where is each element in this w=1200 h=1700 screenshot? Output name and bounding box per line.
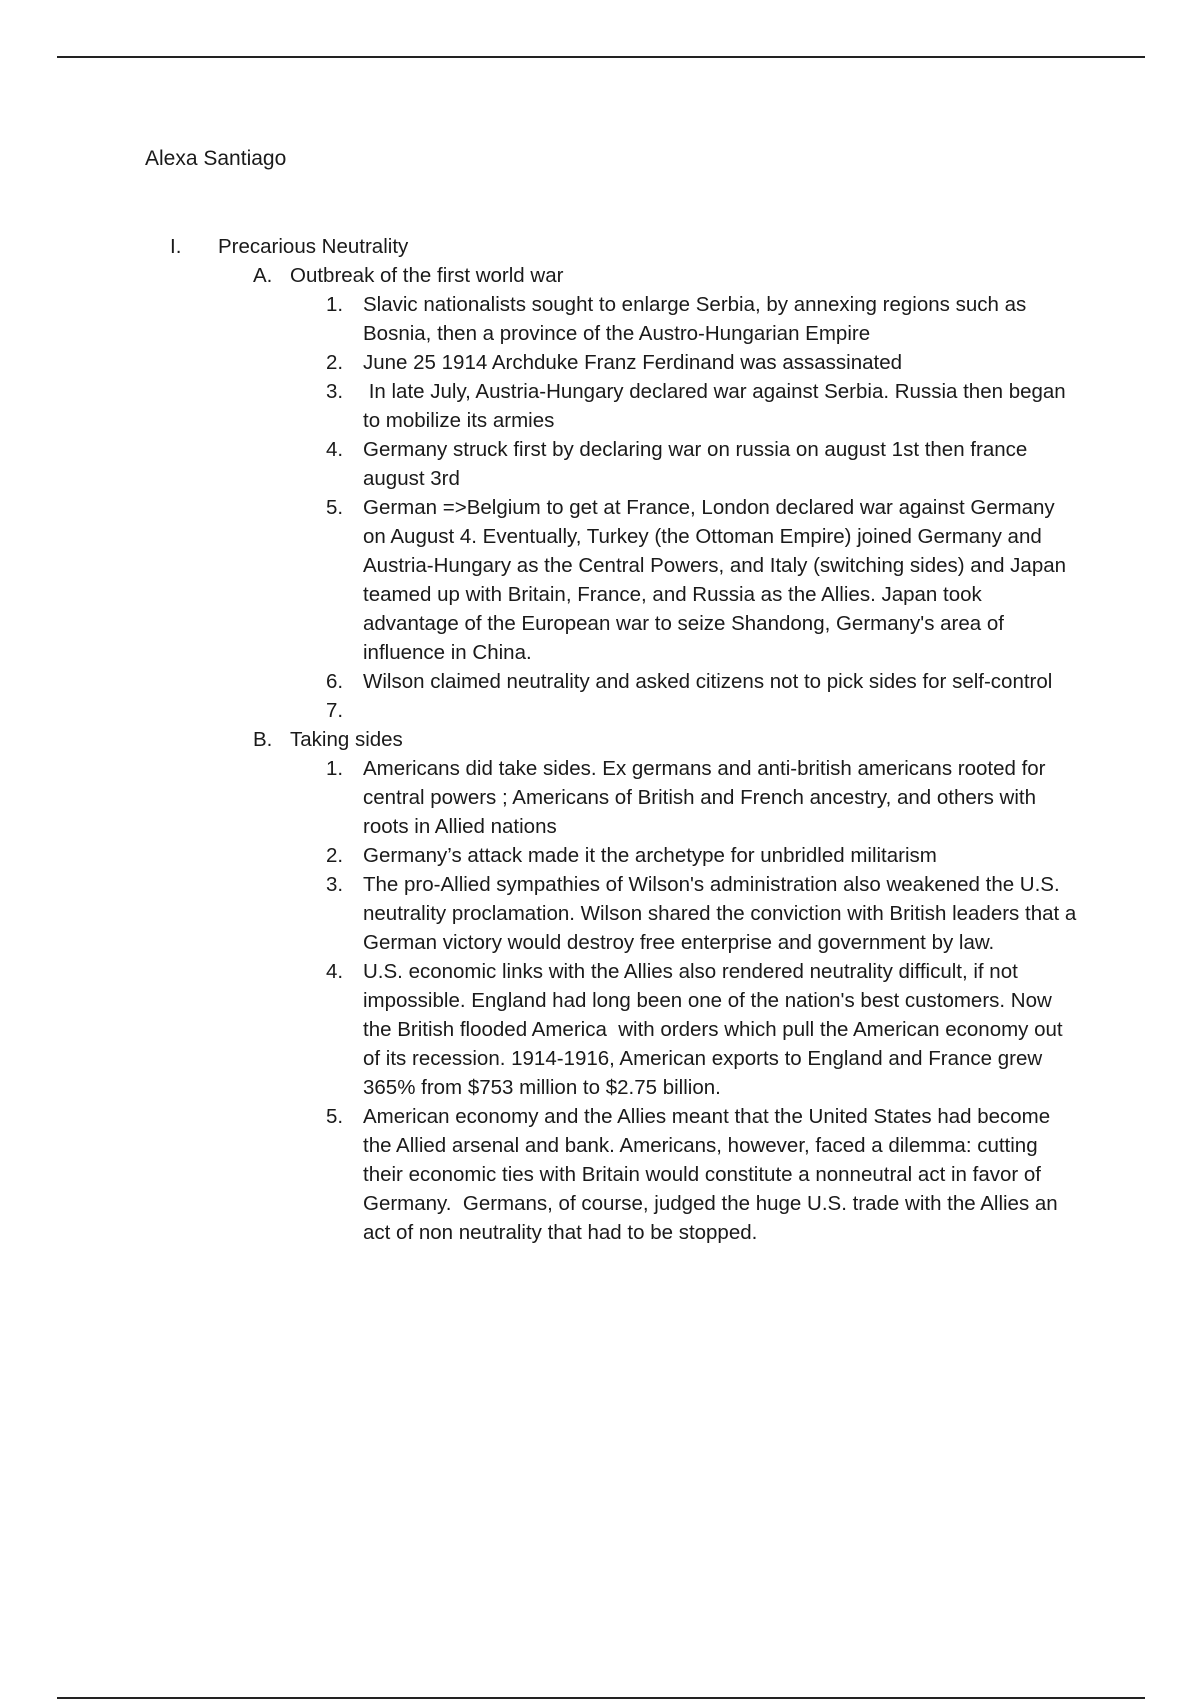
item-number: 4.	[326, 438, 344, 461]
subsection-heading-b	[0, 725, 1200, 754]
item-text: Germany struck first by declaring war on russia on august 1st then france august 3rd	[363, 438, 1033, 490]
item-text	[363, 696, 1083, 725]
item-number: 7.	[326, 699, 344, 722]
section-heading	[0, 232, 1200, 261]
item-number: 3.	[326, 873, 344, 896]
list-item	[0, 377, 1083, 435]
subsection-title: Outbreak of the first world war	[290, 264, 564, 287]
list-item	[0, 493, 1083, 667]
list-item	[0, 667, 1083, 696]
list-item	[0, 841, 1083, 870]
item-text: German =>Belgium to get at France, London declared war against Germany on August 4. Eventually, Turkey (the Ottoman Empire) joined Germany and Austria-Hungary as the Central Powers, and Italy (switching sides) and Japan teamed up with Britain, France, and Russia as the Allies. Japan took advantage of the European war to seize Shandong, Germany's area of influence in China.	[363, 496, 1072, 664]
list-item	[0, 290, 1083, 348]
item-number: 5.	[326, 1105, 344, 1128]
list-item	[0, 348, 1083, 377]
top-rule	[57, 56, 1145, 58]
item-number: 3.	[326, 380, 344, 403]
item-text: June 25 1914 Archduke Franz Ferdinand was assassinated	[363, 351, 903, 374]
list-item	[0, 754, 1083, 841]
item-text: U.S. economic links with the Allies also rendered neutrality difficult, if not impossible. England had long been one of the nation's best customers. Now the British flooded America with orders which pull the American economy out of its recession. 1914-1916, American exports to England and France grew 365% from $753 million to $2.75 billion.	[363, 960, 1069, 1099]
item-text: Slavic nationalists sought to enlarge Serbia, by annexing regions such as Bosnia, then a province of the Austro-Hungarian Empire	[363, 293, 1032, 345]
subsection-letter: B.	[253, 728, 273, 751]
list-item	[0, 870, 1083, 957]
outline	[0, 232, 1200, 1247]
bottom-rule	[57, 1697, 1145, 1699]
item-text: American economy and the Allies meant that the United States had become the Allied arsenal and bank. Americans, however, faced a dilemma: cutting their economic ties with Britain would constitute a nonneutral act in favor of Germany. Germans, of course, judged the huge U.S. trade with the Allies an act of non neutrality that had to be stopped.	[363, 1105, 1064, 1244]
subsection-heading-a	[0, 261, 1200, 290]
item-text: Americans did take sides. Ex germans and anti-british americans rooted for central powers ; Americans of British and French ancestry, and others with roots in Allied nations	[363, 757, 1052, 838]
list-item	[0, 696, 1083, 725]
subsection-letter: A.	[253, 264, 273, 287]
item-text: Wilson claimed neutrality and asked citizens not to pick sides for self-control	[363, 670, 1053, 693]
list-item	[0, 957, 1083, 1102]
item-number: 5.	[326, 496, 344, 519]
list-item	[0, 1102, 1083, 1247]
item-number: 6.	[326, 670, 344, 693]
item-number: 1.	[326, 757, 344, 780]
item-text: The pro-Allied sympathies of Wilson's administration also weakened the U.S. neutrality proclamation. Wilson shared the conviction with British leaders that a German victory would destroy free enterprise and government by law.	[363, 873, 1082, 954]
item-number: 2.	[326, 351, 344, 374]
section-title: Precarious Neutrality	[218, 235, 409, 258]
item-number: 2.	[326, 844, 344, 867]
item-text: In late July, Austria-Hungary declared war against Serbia. Russia then began to mobilize its armies	[363, 380, 1072, 432]
item-text: Germany’s attack made it the archetype for unbridled militarism	[363, 844, 937, 867]
author-name: Alexa Santiago	[145, 147, 287, 170]
list-item	[0, 435, 1083, 493]
item-number: 4.	[326, 960, 344, 983]
item-number: 1.	[326, 293, 344, 316]
subsection-title: Taking sides	[290, 728, 403, 751]
section-number: I.	[170, 235, 182, 258]
